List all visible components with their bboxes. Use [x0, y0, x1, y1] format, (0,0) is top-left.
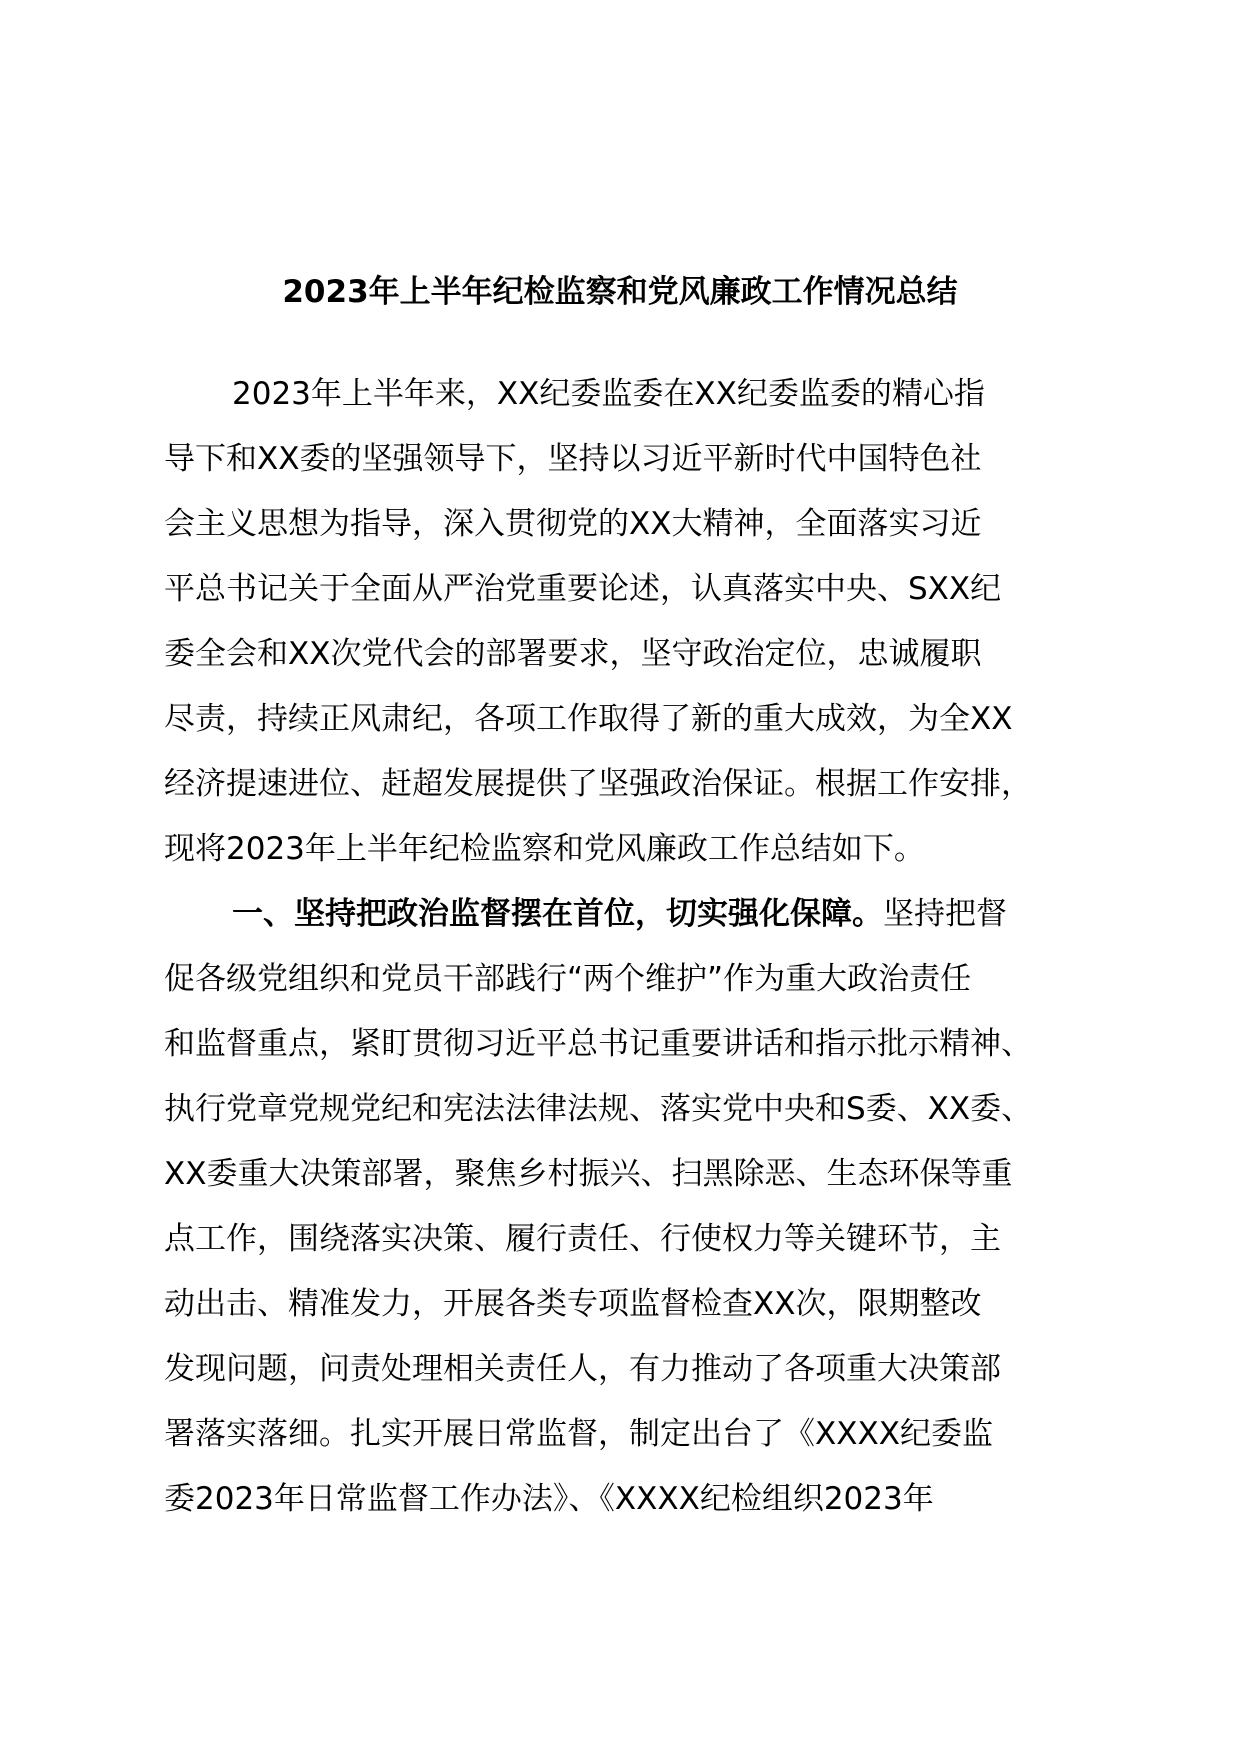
paragraph-1-line: 经济提速进位、赶超发展提供了坚强政治保证。根据工作安排，: [164, 766, 1032, 802]
section-1-line: 执行党章党规党纪和宪法法律法规、落实党中央和S委、XX委、: [164, 1091, 1033, 1127]
paragraph-1-line: 现将2023年上半年纪检监察和党风廉政工作总结如下。: [164, 831, 925, 867]
section-1-line: 促各级党组织和党员干部践行“两个维护”作为重大政治责任: [164, 961, 972, 997]
paragraph-1-line: 导下和XX委的坚强领导下，坚持以习近平新时代中国特色社: [164, 441, 982, 477]
paragraph-1-line: 2023年上半年来，XX纪委监委在XX纪委监委的精心指: [232, 376, 985, 412]
section-1-line: 委2023年日常监督工作办法》、《XXXX纪检组织2023年: [164, 1481, 934, 1517]
document-body: [164, 362, 1104, 1532]
paragraph-1-line: 委全会和XX次党代会的部署要求，坚守政治定位，忠诚履职: [164, 636, 982, 672]
section-1-line: 发现问题，问责处理相关责任人，有力推动了各项重大决策部: [164, 1351, 1001, 1387]
document-title: 2023年上半年纪检监察和党风廉政工作情况总结: [282, 274, 958, 310]
paragraph-1-line: 尽责，持续正风肃纪，各项工作取得了新的重大成效，为全XX: [164, 701, 1013, 737]
section-1-line: 和监督重点，紧盯贯彻习近平总书记重要讲话和指示批示精神、: [164, 1026, 1032, 1062]
paragraph-1-line: 平总书记关于全面从严治党重要论述，认真落实中央、SXX纪: [164, 571, 1002, 607]
section-1-line: 点工作，围绕落实决策、履行责任、行使权力等关键环节，主: [164, 1221, 1001, 1257]
section-1-line: XX委重大决策部署，聚焦乡村振兴、扫黑除恶、生态环保等重: [164, 1156, 1013, 1192]
section-1-text-start: 坚持把督: [883, 896, 1007, 932]
section-1-heading: 一、坚持把政治监督摆在首位，切实强化保障。: [232, 896, 883, 932]
section-1-line: 署落实落细。扎实开展日常监督，制定出台了《XXXX纪委监: [164, 1416, 993, 1452]
section-1-first-line: [164, 882, 1104, 947]
paragraph-1-line: 会主义思想为指导，深入贯彻党的XX大精神，全面落实习近: [164, 506, 982, 542]
section-1-line: 动出击、精准发力，开展各类专项监督检查XX次，限期整改: [164, 1286, 982, 1322]
